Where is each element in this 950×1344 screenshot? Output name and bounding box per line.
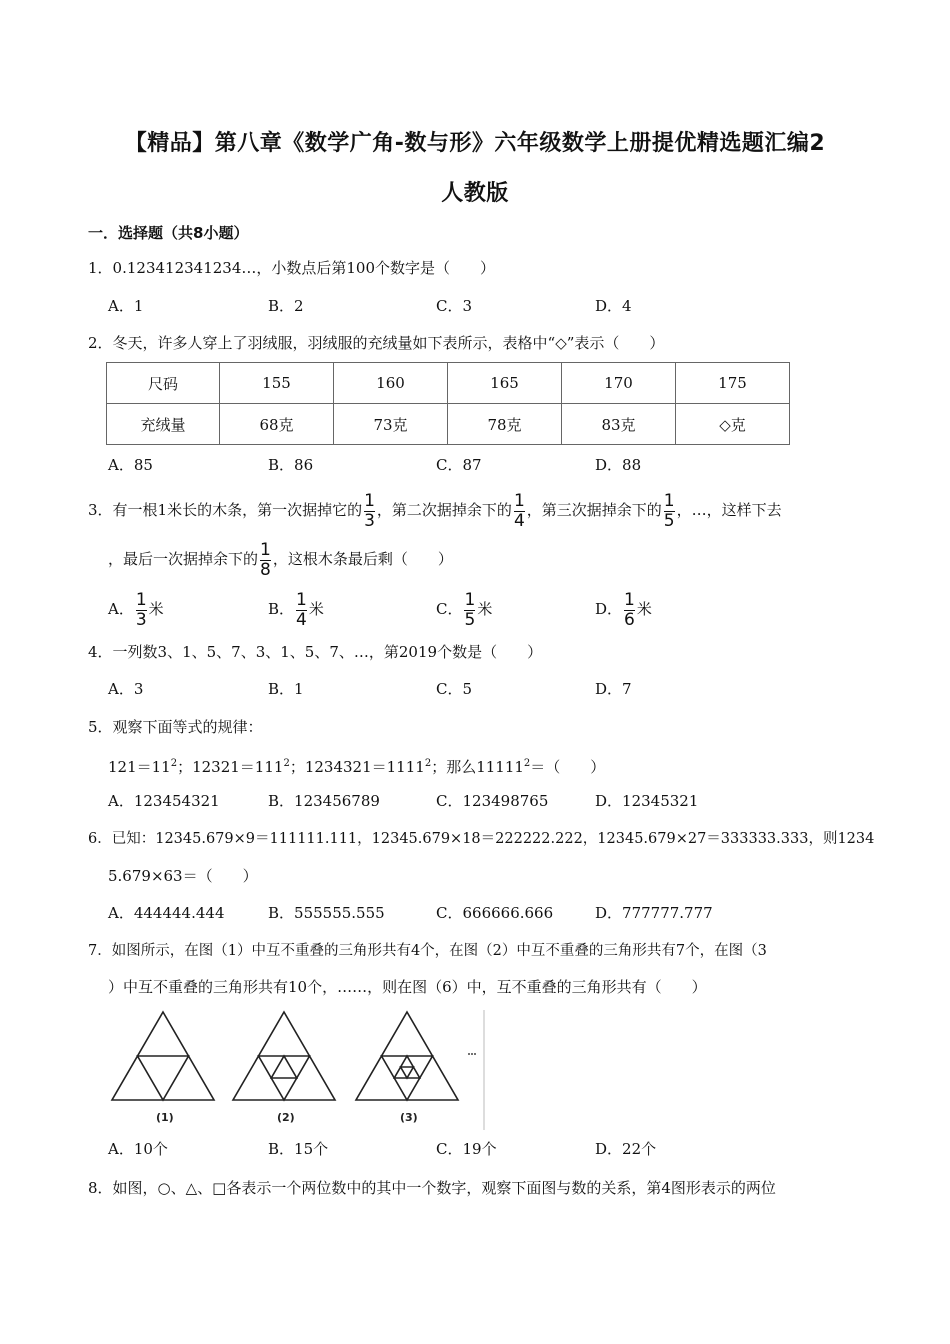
table-cell: 78克 <box>448 404 562 445</box>
equation-part: 121＝11 <box>108 758 171 776</box>
question-1-option-b: B．2 <box>268 297 304 315</box>
exponent: 2 <box>523 758 531 769</box>
exponent: 2 <box>283 758 290 769</box>
unit-meter: 米 <box>636 600 652 618</box>
question-6-text: 6．已知：12345.679×9＝111111.111，12345.679×18＝222222.222，12345.679×27＝333333.333，则1234 <box>88 831 875 847</box>
fraction-denominator: 8 <box>260 559 271 580</box>
table-cell: ◇克 <box>676 404 790 445</box>
option-prefix: B． <box>268 600 295 618</box>
question-2-option-a: A．85 <box>108 456 153 474</box>
document-title-line1: 【精品】第八章《数学广角-数与形》六年级数学上册提优精选题汇编2 <box>124 131 826 156</box>
question-5-equations <box>108 754 605 777</box>
question-2-option-c: C．87 <box>436 456 482 474</box>
document-title-line2: 人教版 <box>441 181 509 206</box>
fraction-one-fourth <box>296 589 307 630</box>
triangle-figures <box>104 1006 494 1134</box>
question-7-option-c: C．19个 <box>436 1140 497 1158</box>
equation-part: ＝（ ） <box>530 758 606 776</box>
question-3-line2 <box>108 537 453 581</box>
question-1-option-a: A．1 <box>108 297 144 315</box>
option-prefix: C． <box>436 600 463 618</box>
question-7-text: 7．如图所示，在图（1）中互不重叠的三角形共有4个，在图（2）中互不重叠的三角形共有7个，在图（3 <box>88 943 767 959</box>
question-2-option-d: D．88 <box>595 456 642 474</box>
question-4-text: 4．一列数3、1、5、7、3、1、5、7、…，第2019个数是（ ） <box>88 643 543 661</box>
fraction-numerator: 1 <box>135 589 147 610</box>
figure-label: (3) <box>400 1111 418 1124</box>
question-7-option-a: A．10个 <box>108 1140 168 1158</box>
fraction-denominator: 4 <box>296 609 307 630</box>
figure-label: (1) <box>156 1111 174 1124</box>
table-cell: 83克 <box>562 404 676 445</box>
question-6-option-b: B．555555.555 <box>268 904 385 922</box>
table-row <box>107 404 790 445</box>
fraction-denominator: 5 <box>663 510 675 531</box>
question-7-option-d: D．22个 <box>595 1140 657 1158</box>
question-6-option-c: C．666666.666 <box>436 904 554 922</box>
question-7-text-2: ）中互不重叠的三角形共有10个，……，则在图（6）中，互不重叠的三角形共有（ ） <box>108 978 707 996</box>
question-6-text-2: 5.679×63＝（ ） <box>108 867 258 885</box>
question-4-option-a: A．3 <box>108 680 144 698</box>
table-cell: 充绒量 <box>107 404 220 445</box>
table-cell: 68克 <box>220 404 334 445</box>
unit-meter: 米 <box>308 600 324 618</box>
question-8-text: 8．如图，○、△、□各表示一个两位数中的其中一个数字，观察下面图与数的关系，第4图形表示的两位 <box>88 1179 776 1197</box>
table-cell: 170 <box>562 363 676 404</box>
fraction-one-fourth <box>513 490 525 531</box>
question-4-option-c: C．5 <box>436 680 473 698</box>
question-1-option-d: D．4 <box>595 297 632 315</box>
fraction-denominator: 4 <box>513 510 525 531</box>
fraction-one-third <box>364 490 375 531</box>
question-6-option-d: D．777777.777 <box>595 904 713 922</box>
question-3-option-d <box>595 587 652 631</box>
equation-part: ；1234321＝1111 <box>289 758 425 776</box>
question-3-option-b <box>268 587 324 631</box>
question-7-option-b: B．15个 <box>268 1140 329 1158</box>
question-4-option-d: D．7 <box>595 680 632 698</box>
fraction-denominator: 3 <box>364 510 375 531</box>
question-3-option-a <box>108 587 164 631</box>
triangle-figure-3 <box>356 1012 458 1100</box>
question-5-option-d: D．12345321 <box>595 792 699 810</box>
exponent: 2 <box>424 758 432 769</box>
table-cell: 175 <box>676 363 790 404</box>
table-cell: 160 <box>334 363 448 404</box>
question-3-text-b: ，第二次据掉余下的 <box>376 501 512 519</box>
option-prefix: D． <box>595 600 623 618</box>
question-3-option-c <box>436 587 492 631</box>
section-heading: 一．选择题（共8小题） <box>88 224 249 242</box>
fraction-numerator: 1 <box>513 490 525 511</box>
fraction-denominator: 3 <box>135 609 147 630</box>
table-cell: 155 <box>220 363 334 404</box>
fraction-numerator: 1 <box>260 539 271 560</box>
question-5-option-b: B．123456789 <box>268 792 380 810</box>
question-2-option-b: B．86 <box>268 456 314 474</box>
fraction-one-eighth <box>260 539 271 580</box>
equation-part: ；那么11111 <box>431 758 524 776</box>
figure-label: (2) <box>277 1111 295 1124</box>
table-row <box>107 363 790 404</box>
question-5-option-c: C．123498765 <box>436 792 549 810</box>
table-cell: 73克 <box>334 404 448 445</box>
unit-meter: 米 <box>148 600 164 618</box>
table-cell: 165 <box>448 363 562 404</box>
question-1-option-c: C．3 <box>436 297 473 315</box>
triangle-figure-1 <box>112 1012 214 1100</box>
fraction-numerator: 1 <box>464 589 476 610</box>
fraction-denominator: 6 <box>624 609 635 630</box>
fraction-numerator: 1 <box>296 589 307 610</box>
fraction-one-fifth <box>464 589 476 630</box>
question-3-text-c: ，第三次据掉余下的 <box>526 501 662 519</box>
triangle-figure-2 <box>233 1012 335 1100</box>
option-prefix: A． <box>108 600 134 618</box>
down-fill-table <box>106 362 790 445</box>
question-3-line1 <box>88 488 782 532</box>
question-5-text: 5．观察下面等式的规律： <box>88 718 263 736</box>
fraction-denominator: 5 <box>464 609 476 630</box>
fraction-one-third <box>135 589 147 630</box>
exponent: 2 <box>170 758 178 769</box>
question-5-option-a: A．123454321 <box>108 792 220 810</box>
question-3-text-d: ，…，这样下去 <box>676 501 782 519</box>
fraction-numerator: 1 <box>364 490 375 511</box>
question-2-text: 2．冬天，许多人穿上了羽绒服，羽绒服的充绒量如下表所示，表格中“◇”表示（ ） <box>88 334 665 352</box>
question-3-text-a: 3．有一根1米长的木条，第一次据掉它的 <box>88 501 363 519</box>
question-4-option-b: B．1 <box>268 680 304 698</box>
fraction-numerator: 1 <box>624 589 635 610</box>
equation-part: ；12321＝111 <box>177 758 284 776</box>
question-3-text-f: ，这根木条最后剩（ ） <box>272 550 453 568</box>
question-1-text: 1．0.123412341234…，小数点后第100个数字是（ ） <box>88 259 496 277</box>
question-6-option-a: A．444444.444 <box>108 904 225 922</box>
unit-meter: 米 <box>477 600 493 618</box>
fraction-numerator: 1 <box>663 490 675 511</box>
question-3-text-e: ，最后一次据掉余下的 <box>108 550 259 568</box>
fraction-one-sixth <box>624 589 635 630</box>
table-cell: 尺码 <box>107 363 220 404</box>
fraction-one-fifth <box>663 490 675 531</box>
